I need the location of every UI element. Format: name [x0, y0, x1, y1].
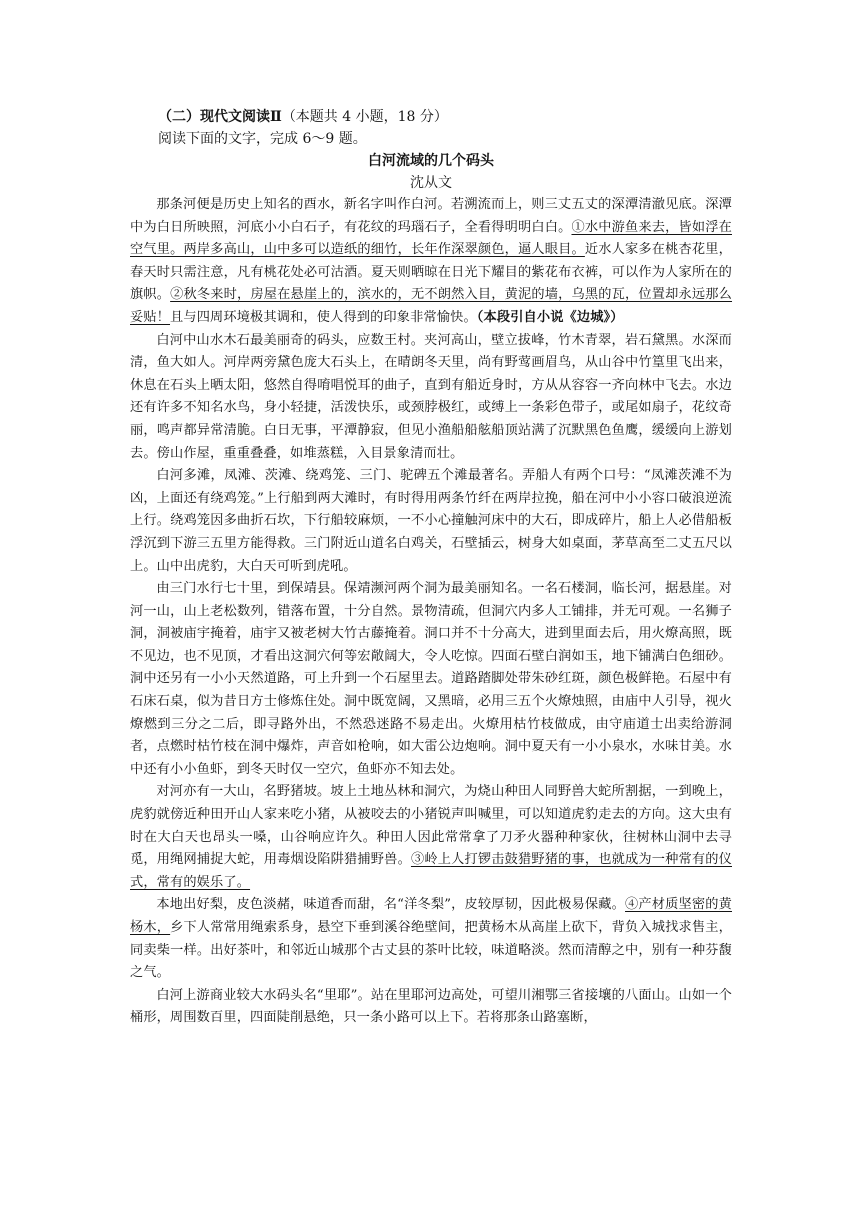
paragraph-1-text-c: 且与四周环境极其调和，使人得到的印象非常愉快。	[170, 309, 477, 325]
underlined-sentence-1: ①水中游鱼来去，皆如浮在空气里。两岸多高山，山中多可以造纸的细竹，长年作深翠颜色，逼人眼目。	[130, 219, 732, 258]
paragraph-3: 白河多滩，凤滩、茨滩、绕鸡笼、三门、驼碑五个滩最著名。弄船人有两个口号：“凤滩茨滩不为凶，上面还有绕鸡笼。”上行船到两大滩时，有时得用两条竹纤在两岸拉挽，船在河中小小容口破浪逆流上行。绕鸡笼因多曲折石坎，下行船较麻烦，一不小心撞触河床中的大石，即成碎片，船上人必借船板浮沉到下游三五里方能得救。三门附近山道名白鸡关，石壁插云，树身大如桌面，茅草高至二丈五尺以上。山中出虎豹，大白天可听到虎吼。	[130, 468, 732, 574]
paragraph-5-text-a: 对河亦有一大山，名野猪坡。坡上土地丛林和洞穴，为烧山种田人同野兽大蛇所割据，一到晚上，虎豹就傍近种田开山人家来吃小猪，从被咬去的小猪锐声叫喊里，可以知道虎豹走去的方向。这大虫有时在大白天也昂头一嗓，山谷响应许久。种田人因此常常拿了刀矛火器种种家伙，往树林山洞中去寻觅，用绳网捕捉大蛇，用毒烟设陷阱猎捕野兽。	[130, 784, 732, 868]
section-heading-note: （本题共 4 小题，18 分）	[281, 109, 448, 125]
paragraph-1-text-b: 近水人家多在桃杏花里，春天时只需注意，凡有桃花处必可沽酒。夏天则晒晾在日光下耀目的紫花布衣裤，可以作为人家所在的旗帜。	[130, 242, 732, 303]
section-heading	[158, 106, 732, 128]
article-title: 白河流域的几个码头	[368, 153, 494, 169]
paragraph-2: 白河中山水木石最美丽奇的码头，应数王村。夹河高山，壁立拔峰，竹木青翠，岩石黛黑。水深而清，鱼大如人。河岸两旁黛色庞大石头上，在晴朗冬天里，尚有野莺画眉鸟，从山谷中竹篁里飞出来，休息在石头上晒太阳，悠然自得唷唱悦耳的曲子，直到有船近身时，方从从容容一齐向林中飞去。水边还有许多不知名水鸟，身小轻捷，活泼快乐，或颈脖极红，或缚上一条彩色带子，或尾如扇子，花纹奇丽，鸣声都异常清脆。白日无事，平潭静寂，但见小渔船船舷船顶站满了沉默黑色鱼鹰，缓缓向上游划去。傍山作屋，重重叠叠，如堆蒸糕，入目景象清而壮。	[130, 332, 732, 461]
paragraph-6	[130, 894, 732, 984]
underlined-sentence-4: ④产材质坚密的黄杨木，	[130, 897, 732, 935]
section-instruction: 阅读下面的文字，完成 6～9 题。	[158, 131, 367, 147]
paragraph-5	[130, 781, 732, 894]
paragraph-1	[130, 194, 732, 330]
underlined-sentence-2: ②秋冬来时，房屋在悬崖上的，滨水的，无不朗然入目，黄泥的墙，乌黑的瓦，位置却永远那么妥贴！	[130, 287, 733, 325]
article-author: 沈从文	[410, 175, 452, 191]
paragraph-1-text-a: 那条河便是历史上知名的酉水，新名字叫作白河。若溯流而上，则三丈五丈的深潭清澈见底。深潭中为白日所映照，河底小小白石子，有花纹的玛瑙石子，全看得明明白白。	[130, 197, 732, 235]
paragraph-6-text-b: 乡下人常常用绳索系身，悬空下垂到溪谷绝壁间，把黄杨木从高崖上砍下，背负入城找求售主，同卖柴一样。出好茶叶，和邻近山城那个古丈县的茶叶比较，味道略淡。然而清醇之中，别有一种芬馥之气。	[130, 920, 733, 981]
underlined-sentence-3: ③岭上人打锣击鼓猎野猪的事，也就成为一种常有的仪式，常有的娱乐了。	[130, 852, 732, 890]
paragraph-6-text-a: 本地出好梨，皮色淡赭，味道香而甜，名“洋冬梨”，皮较厚韧，因此极易保藏。	[156, 897, 626, 913]
source-note: （本段引自小说《边城》）	[476, 309, 624, 325]
paragraph-4: 由三门水行七十里，到保靖县。保靖濒河两个洞为最美丽知名。一名石楼洞，临长河，据悬崖。对河一山，山上老松数列，错落布置，十分自然。景物清疏，但洞穴内多人工铺排，并无可观。一名狮子洞，洞被庙宇掩着，庙宇又被老树大竹古藤掩着。洞口并不十分高大，进到里面去后，用火燎高照，既不见边，也不见顶，才看出这洞穴何等宏敞阔大，令人吃惊。四面石壁白润如玉，地下铺满白色细砂。洞中还另有一小小天然道路，可上升到一个石屋里去。道路踏脚处带朱砂红斑，颜色极鲜艳。石屋中有石床石桌，似为昔日方士修炼住处。洞中既宽阔，又黑暗，必用三五个火燎烛照，由庙中人引导，视火燎燃到三分之二后，即寻路外出，不然恐迷路不易走出。火燎用枯竹枝做成，由守庙道士出卖给游洞者，点燃时枯竹枝在洞中爆炸，声音如枪响，如大雷公边炮响。洞中夏天有一小小泉水，水味甘美。水中还有小小鱼虾，到冬天时仅一空穴，鱼虾亦不知去处。	[130, 581, 732, 777]
section-heading-bold: （二）现代文阅读Ⅱ	[158, 109, 282, 125]
paragraph-7: 白河上游商业较大水码头名“里耶”。站在里耶河边高处，可望川湘鄂三省接壤的八面山。山如一个桶形，周围数百里，四面陡削悬绝，只一条小路可以上下。若将那条山路塞断，	[130, 987, 732, 1026]
